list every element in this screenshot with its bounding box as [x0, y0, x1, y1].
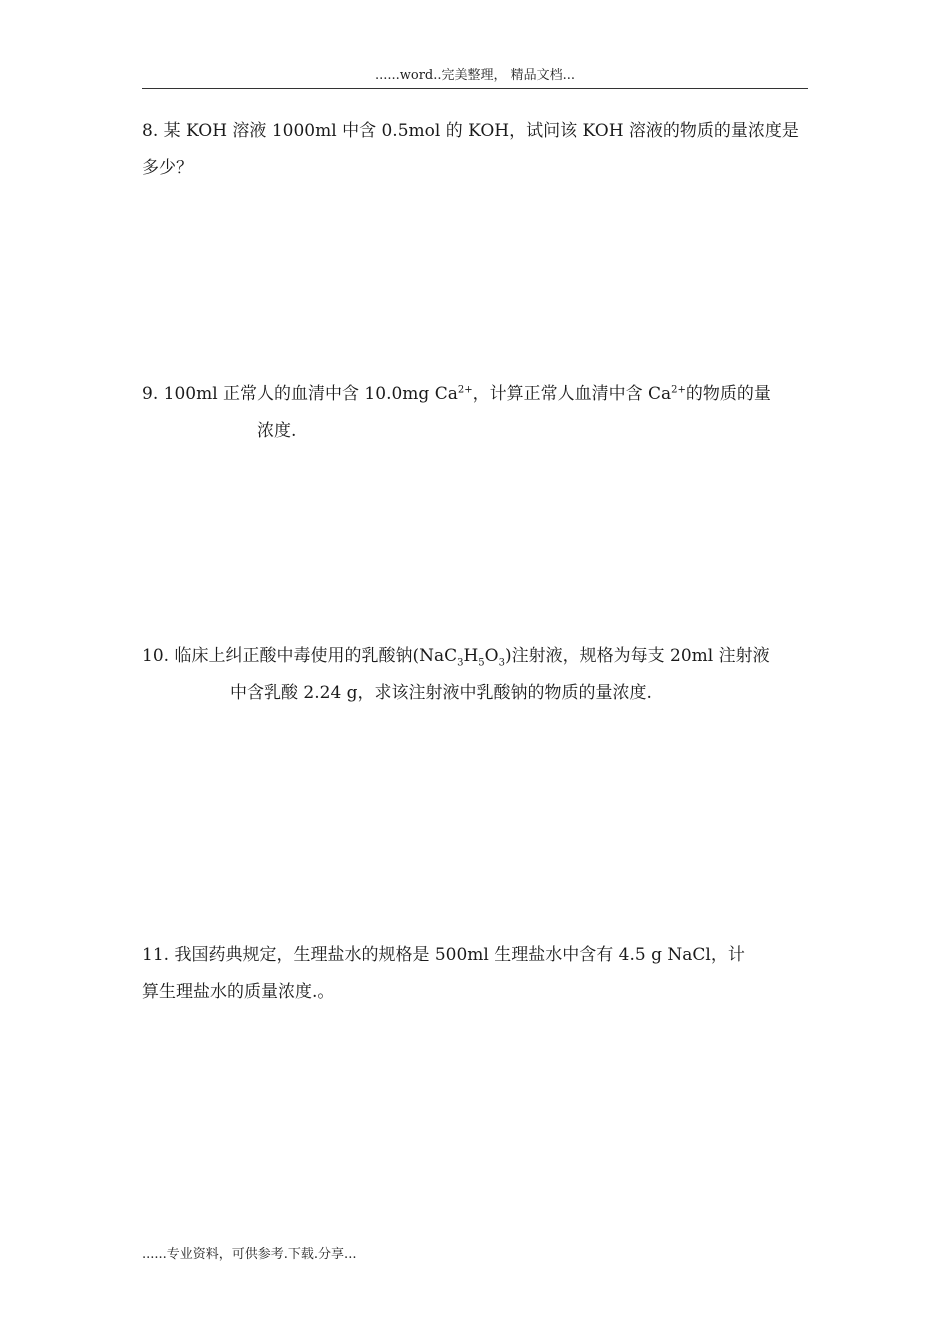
- question-9-text-b: ，计算正常人血清中含 Ca: [472, 384, 672, 404]
- question-8: [142, 113, 812, 187]
- calcium-charge-superscript: 2+: [457, 384, 473, 396]
- calcium-charge-superscript-2: 2+: [671, 384, 686, 396]
- question-10-text-b: H: [463, 646, 479, 666]
- formula-subscript-c: 3: [457, 657, 464, 669]
- question-9-line-2: 浓度.: [257, 421, 297, 441]
- question-10-line-2: 中含乳酸 2.24 g，求该注射液中乳酸钠的物质的量浓度.: [230, 683, 652, 703]
- footer-text: ......专业资料，可供参考.下载.分享...: [142, 1247, 357, 1262]
- formula-subscript-h: 5: [478, 657, 485, 669]
- question-11-line-2: 算生理盐水的质量浓度.。: [142, 982, 335, 1002]
- page-header: [142, 66, 808, 89]
- question-11-line-1: 11. 我国药典规定，生理盐水的规格是 500ml 生理盐水中含有 4.5 g NaCl，计: [142, 945, 745, 965]
- question-9: [142, 376, 812, 450]
- question-11: [142, 937, 812, 1011]
- question-9-text-a: 9. 100ml 正常人的血清中含 10.0mg Ca: [142, 384, 458, 404]
- question-9-text-c: 的物质的量: [685, 384, 771, 404]
- page-footer: [142, 1246, 356, 1264]
- header-text: ......word..完美整理， 精品文档...: [374, 68, 576, 83]
- question-10-text-a: 10. 临床上纠正酸中毒使用的乳酸钠(NaC: [142, 646, 458, 666]
- question-9-line-1: [142, 376, 812, 413]
- formula-subscript-o: 3: [498, 657, 505, 669]
- question-10: [142, 638, 812, 712]
- question-10-line-1: [142, 638, 812, 675]
- question-10-text-c: O: [484, 646, 499, 666]
- question-8-line-2: 多少？: [142, 158, 193, 178]
- question-8-line-1: 8. 某 KOH 溶液 1000ml 中含 0.5mol 的 KOH，试问该 KOH 溶液的物质的量浓度是: [142, 121, 799, 141]
- question-10-text-d: )注射液，规格为每支 20ml 注射液: [504, 646, 770, 666]
